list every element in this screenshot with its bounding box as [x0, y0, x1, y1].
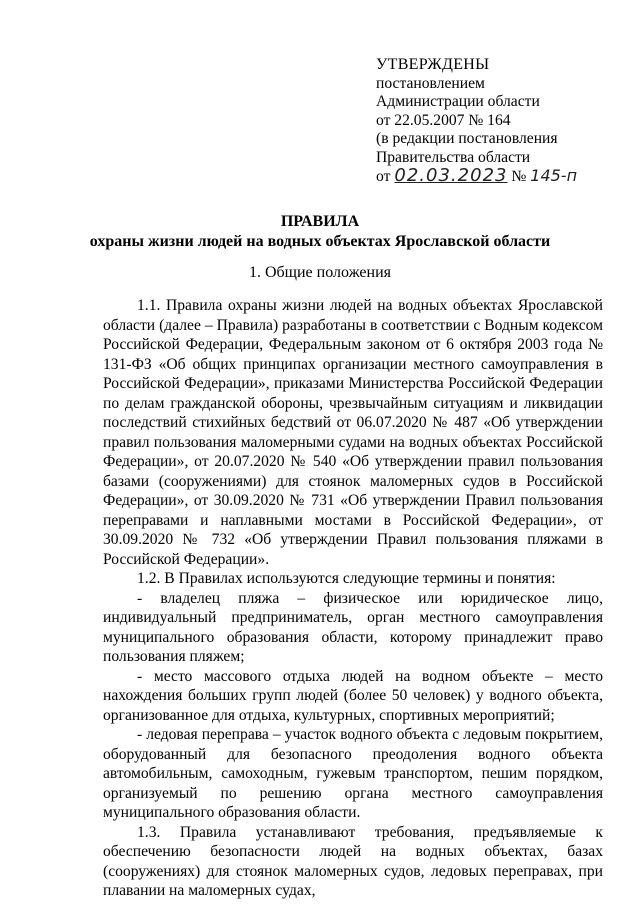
number-sign: №: [511, 168, 527, 185]
approval-stamp: [376, 56, 616, 187]
paragraph: 1.1. Правила охраны жизни людей на водных объектах Ярославской области (далее – Правила) разработаны в соответствии с Водным кодексом Российской Федерации, Федеральным законом от 6 октября 2003 года № 131-ФЗ «Об общих принципах организации местного самоуправления в Российской Федерации», приказами Министерства Российской Федерации по делам гражданской обороны, чрезвычайным ситуациям и ликвидации последствий стихийных бедствий от 06.07.2020 № 487 «Об утверждении правил пользования маломерными судами на водных объектах Российской Федерации», от 20.07.2020 № 540 «Об утверждении правил пользования базами (сооружениями) для стоянок маломерных судов в Российской Федерации», от 30.09.2020 № 731 «Об утверждении Правил пользования переправами и наплавными мостами в Российской Федерации», от 30.09.2020 № 732 «Об утверждении Правил пользования пляжами в Российской Федерации».: [103, 297, 603, 568]
approval-line: от 22.05.2007 № 164: [376, 111, 511, 129]
document-title: [0, 212, 640, 252]
approval-line: Администрации области: [376, 93, 540, 110]
paragraph: - ледовая переправа – участок водного объекта с ледовым покрытием, оборудованный для безопасного преодоления водного объекта автомобильным, самоходным, гужевым транспортом, пешим порядком, организуемый по решению органа местного самоуправления муниципального образования области.: [103, 726, 603, 821]
paragraph: 1.3. Правила устанавливают требования, предъявляемые к обеспечению безопасности людей на водных объектах, базах (сооружениях) для стоянок маломерных судов, ледовых переправах, при плавании на маломерных судах,: [103, 823, 603, 899]
approval-date-line: [376, 167, 616, 187]
approval-heading: УТВЕРЖДЕНЫ: [376, 56, 490, 73]
document-body: [103, 296, 603, 901]
approval-line: постановлением: [376, 74, 485, 92]
paragraph: 1.2. В Правилах используются следующие термины и понятия:: [137, 570, 556, 587]
paragraph: - владелец пляжа – физическое или юридическое лицо, индивидуальный предприниматель, орган местного самоуправления муниципального образования области, которому принадлежит право пользования пляжем;: [103, 589, 603, 665]
paragraph: - место массового отдыха людей на водном объекте – место нахождения больших групп людей (более 50 человек) у водного объекта, организованное для отдыха, культурных, спортивных мероприятий;: [103, 667, 603, 724]
handwritten-date: 02.03.2023: [394, 165, 508, 186]
approval-line: Правительства области: [376, 148, 531, 166]
section-heading: 1. Общие положения: [248, 264, 392, 281]
approval-line: (в редакции постановления: [376, 130, 558, 147]
title-subline: охраны жизни людей на водных объектах Ярославской области: [89, 233, 551, 250]
approval-prefix: от: [376, 168, 391, 185]
handwritten-number: 145-п: [530, 166, 578, 185]
title-line: ПРАВИЛА: [280, 213, 360, 230]
